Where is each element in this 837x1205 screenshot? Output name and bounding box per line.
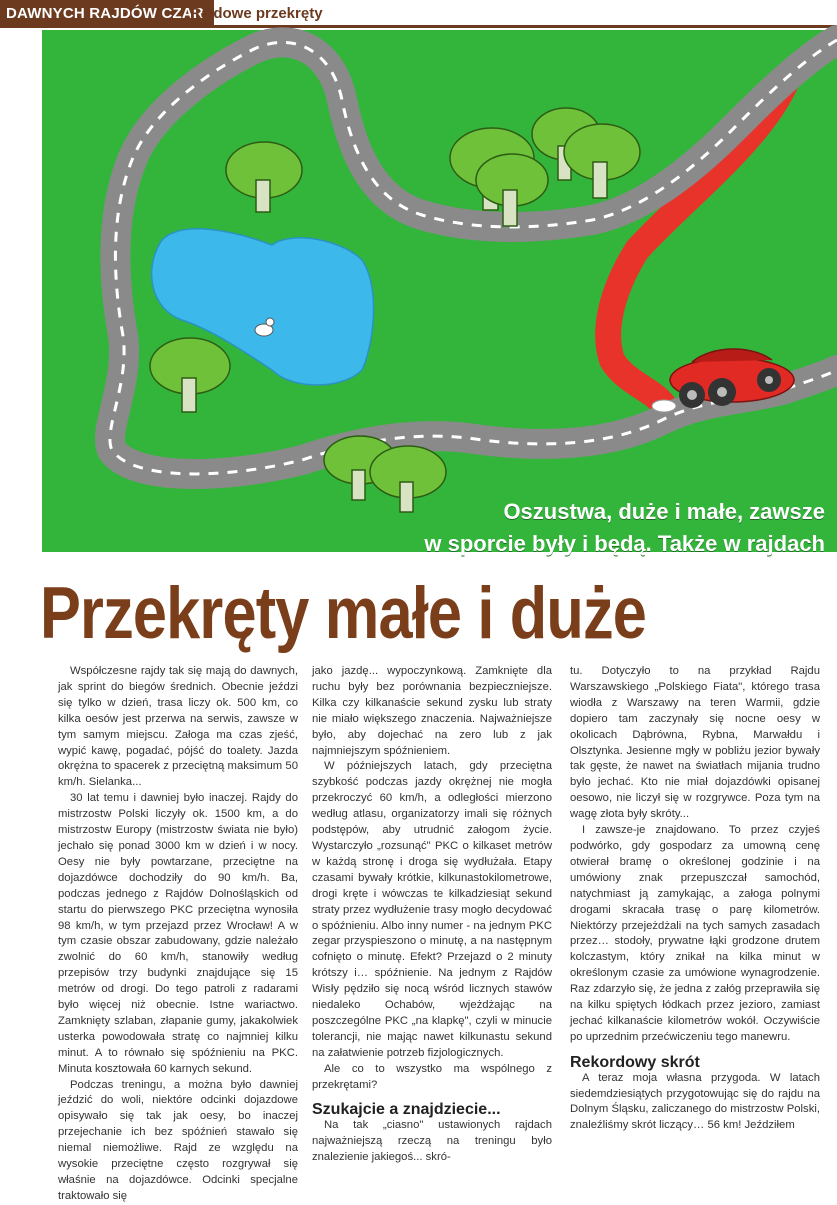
illustration-deck	[345, 496, 825, 560]
article-column-2	[312, 664, 552, 1166]
paragraph: Współczesne rajdy tak się mają do dawnych, jak sprint do biegów średnich. Obecnie jeździ się tylko w dzień, trasa liczy ok. 500 km, co kilka oesów jest przerwa na serwis, zawsze w tym samym miejscu. Załoga ma czas zjeść, wypić kawę, pogadać, pójść do toalety. Jazda okrężna to spacerek z przeciętną maksimum 50 km/h. Sielanka...	[58, 665, 298, 789]
paragraph: Na tak „ciasno" ustawionych rajdach najważniejszą rzeczą na treningu było znalezienie jakiegoś... skró-	[312, 1119, 552, 1164]
subheading: Szukajcie a znajdziecie...	[312, 1101, 501, 1119]
paragraph: Ale co to wszystko ma wspólnego z przekrętami?	[312, 1062, 552, 1091]
paragraph: 30 lat temu i dawniej było inaczej. Rajdy do mistrzostw Polski liczyły ok. 1500 km, a do mistrzostw Europy (mistrzostw świata nie było) jechało się ponad 3000 km w dzień i w nocy. Oesy nie były powtarzane, przeciętne na dojazdówce dochodziły do 90 km/h. Ba, podczas jednego z Rajdów Dolnośląskich od startu do pierwszego PKC przeciętna wynosiła 98 km/h, w tym przejazd przez Wrocław! A w tym czasie obszar zabudowany, gdzie należało zwolnić do 60 km/h, stanowiły według przepisów trzy budynki znajdujące się 15 metrów od drogi. Do tego patroli z radarami było więcej niż obecnie. Istne wariactwo. Zamknięty szlaban, złapanie gumy, jakakolwiek usterka powodowała stratę co najmniej kilku minut. A to równało się spóźnieniu na PKC. Minuta kosztowała 60 karnych sekund.	[58, 792, 298, 1075]
rally-map-drawing	[42, 30, 837, 552]
section-subtitle: Rajdowe przekręty	[190, 5, 323, 22]
paragraph: jako jazdę... wypoczynkową. Zamknięte dla ruchu były bez porównania bezpieczniejsze. Kilka czy kilkanaście sekund zysku lub straty nie miało większego znaczenia. Najważniejsze było, aby dojechać na zero lub z jak najmniejszym spóźnieniem.	[312, 665, 552, 757]
paragraph: A teraz moja własna przygoda. W latach siedemdziesiątych przygotowując się do rajdu na Dolnym Śląsku, zaliczanego do mistrzostw Polski, znaleźliśmy skrót liczący… 56 km! Jeździłem	[570, 1071, 820, 1132]
section-header	[0, 0, 837, 28]
paragraph: tu. Dotyczyło to na przykład Rajdu Warszawskiego „Polskiego Fiata", którego trasa wiodła z Warszawy na teren Warmii, gdzie dopiero tam zaczynały się nocne oesy w okolicach Dąbrówna, Rybna, Marwałdu i Olsztynka. Jesienne mgły w pobliżu jezior bywały tak gęste, że nawet na światłach mijania trudno było jechać. Kto nie miał dojazdówki opisanej oesowo, nie liczył się w rozgrywce. Poza tym na wagę złota były skróty...	[570, 665, 820, 821]
rally-illustration	[42, 30, 837, 556]
subheading: Rekordowy skrót	[570, 1053, 700, 1071]
section-tag: DAWNYCH RAJDÓW CZAR	[0, 0, 214, 28]
deck-line-2: w sporcie były i będą. Także w rajdach	[424, 531, 825, 556]
article-column-1	[58, 664, 298, 1205]
article-title: Przekręty małe i duże	[40, 573, 647, 654]
article-column-3	[570, 664, 820, 1134]
paragraph: W późniejszych latach, gdy przeciętna szybkość podczas jazdy okrężnej nie mogła przekroczyć 60 km/h, a odległości mierzono według atlasu, organizatorzy imali się różnych podstępów, aby utrudnić załogom życie. Wystarczyło „rozsunąć" PKC o kilkaset metrów w każdą stronę i droga się wydłużała. Etapy czasami bywały krótkie, kilkunastokilometrowe, drogi kręte i wówczas te kilkadziesiąt sekund straty przez wydłużenie trasy mogło decydować o spóźnieniu. Albo inny numer - na jednym PKC zegar przyspieszono o minutę, a na następnym cofnięto o minutę. Efekt? Przejazd o 2 minuty krótszy i… spóźnienie. Na jednym z Rajdów Wisły pędziło się nocą wśród licznych stawów niedaleko Ochabów, wjeżdżając na poszczególne PKC „na klapkę", czyli w minucie tolerancji, nie mając nawet kilkunastu sekund na załatwienie potrzeb fizjologicznych.	[312, 760, 552, 1059]
paragraph: Podczas treningu, a można było dawniej jeździć do woli, niektóre odcinki dojazdowe opisywało się tak jak oesy, bo inaczej przejechanie ich bez spóźnień stawało się niemal niemożliwe. Rajd ze względu na wysokie przeciętne często rozgrywał się właśnie na dojazdówce. Odcinki specjalne traktowało się	[58, 1078, 298, 1202]
paragraph: I zawsze-je znajdowano. To przez czyjeś podwórko, gdy gospodarz za umowną cenę otwierał bramę o określonej godzinie i na umówiony znak przepuszczał samochód, natychmiast ją zamykając, a załoga polnymi drogami skracała trasę o parę kilometrów. Niektórzy przejeżdżali na tych samych zasadach przez… stodoły, prywatne łąki grodzone drutem kolczastym, który znikał na kilka minut w określonym czasie za umówione wynagrodzenie. Raz zdarzyło się, że jedna z załóg przeprawiła się na kilku spiętych łódkach przez jezioro, zamiast jechać kilkanaście kilometrów wokół. Oczywiście po uprzednim przećwiczeniu tego manewru.	[570, 824, 820, 1043]
deck-line-1: Oszustwa, duże i małe, zawsze	[503, 499, 825, 524]
